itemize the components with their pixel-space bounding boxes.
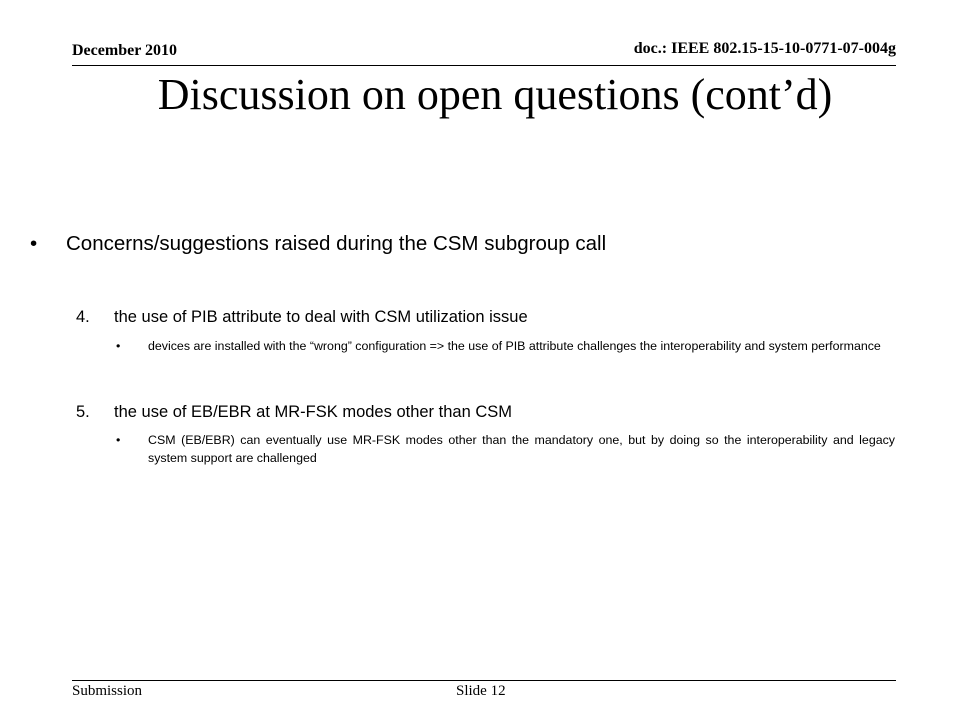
sub-bullet-marker: • [116, 433, 121, 447]
item-text: the use of PIB attribute to deal with CSM utilization issue [114, 308, 528, 326]
item-text: the use of EB/EBR at MR-FSK modes other than CSM [114, 403, 512, 421]
main-bullet-point [30, 232, 900, 256]
sub-bullet-item [116, 337, 895, 355]
slide-title: Discussion on open questions (cont’d) [157, 70, 833, 119]
main-bullet-text: Concerns/suggestions raised during the CSM subgroup call [66, 232, 607, 255]
header-doc-id: doc.: IEEE 802.15-15-10-0771-07-004g [633, 40, 896, 57]
sub-bullet-text: devices are installed with the “wrong” configuration => the use of PIB attribute challenges the interoperability and system performance [148, 339, 881, 353]
bullet-marker: • [30, 232, 38, 255]
footer-slide-number: Slide 12 [456, 683, 506, 699]
item-number: 5. [76, 403, 90, 421]
header-divider [72, 65, 896, 66]
sub-bullet-text: CSM (EB/EBR) can eventually use MR-FSK modes other than the mandatory one, but by doing so the interoperability and legacy system support are challenged [148, 433, 895, 465]
numbered-item [76, 308, 900, 327]
sub-bullet-marker: • [116, 339, 121, 353]
header-date: December 2010 [72, 42, 177, 59]
footer-divider [72, 680, 896, 681]
sub-bullet-item [116, 431, 895, 467]
item-number: 4. [76, 308, 90, 326]
footer-submission: Submission [72, 683, 143, 699]
numbered-item [76, 403, 900, 422]
